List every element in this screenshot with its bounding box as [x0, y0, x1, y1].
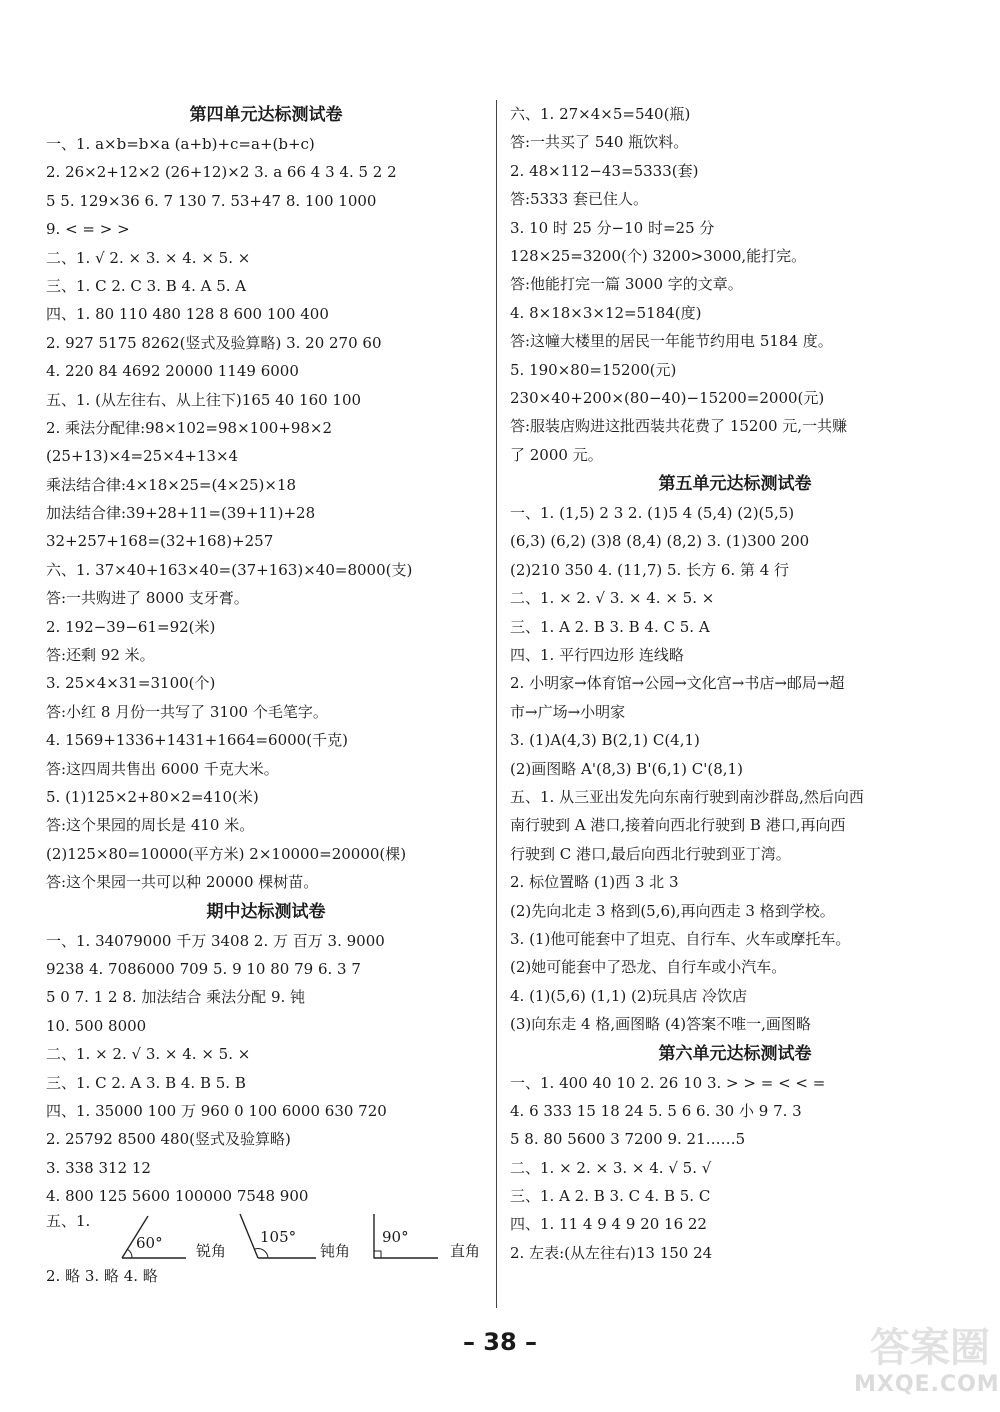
answer-line: 2. 25792 8500 480(竖式及验算略) — [46, 1130, 291, 1149]
section-title-midterm: 期中达标测试卷 — [206, 901, 326, 922]
answer-line: 答:他能打完一篇 3000 字的文章。 — [510, 275, 743, 294]
answer-line: 5 8. 80 5600 3 7200 9. 21……5 — [510, 1130, 746, 1149]
obtuse-degree: 105° — [260, 1228, 297, 1247]
angles-label: 五、1. — [46, 1212, 91, 1231]
midterm-answers — [46, 927, 486, 1211]
answer-line: 二、1. × 2. √ 3. × 4. × 5. × — [510, 589, 715, 608]
unit4-continued-answers — [510, 100, 960, 469]
answer-line: 一、1. 34079000 千万 3408 2. 万 百万 3. 9000 — [46, 931, 385, 950]
answer-line: 三、1. C 2. C 3. B 4. A 5. A — [46, 276, 247, 295]
answer-line: 四、1. 11 4 9 4 9 20 16 22 — [510, 1215, 707, 1234]
unit4-answers — [46, 130, 486, 897]
answer-line: 5. 190×80=15200(元) — [510, 360, 677, 379]
answer-line: 2. 标位置略 (1)西 3 北 3 — [510, 873, 679, 892]
angle-drawings — [46, 1210, 486, 1262]
answer-line: 答:小红 8 月份一共写了 3100 个毛笔字。 — [46, 702, 328, 721]
answer-line: 5 5. 129×36 6. 7 130 7. 53+47 8. 100 1000 — [46, 191, 377, 210]
answer-line: 乘法结合律:4×18×25=(4×25)×18 — [46, 475, 297, 494]
answer-line: 3. (1)他可能套中了坦克、自行车、火车或摩托车。 — [510, 929, 851, 948]
watermark — [850, 1310, 1000, 1410]
answer-line: 行驶到 C 港口,最后向西北行驶到亚丁湾。 — [510, 844, 791, 863]
answer-line: 四、1. 35000 100 万 960 0 100 6000 630 720 — [46, 1101, 387, 1120]
answer-line: 4. 800 125 5600 100000 7548 900 — [46, 1187, 309, 1206]
answer-line: 2. 乘法分配律:98×102=98×100+98×2 — [46, 418, 333, 437]
right-column — [510, 100, 960, 1267]
answer-line: 4. 1569+1336+1431+1664=6000(千克) — [46, 731, 348, 750]
answer-line: (2)她可能套中了恐龙、自行车或小汽车。 — [510, 958, 787, 977]
answer-line: 南行驶到 A 港口,接着向西北行驶到 B 港口,再向西 — [510, 816, 846, 835]
answer-line: 三、1. A 2. B 3. B 4. C 5. A — [510, 617, 710, 636]
answer-line: 市→广场→小明家 — [510, 702, 626, 721]
answer-line: 六、1. 27×4×5=540(瓶) — [510, 105, 691, 123]
answer-line: (2)先向北走 3 格到(5,6),再向西走 3 格到学校。 — [510, 901, 835, 920]
answer-line: 4. 6 333 15 18 24 5. 5 6 6. 30 小 9 7. 3 — [510, 1101, 802, 1120]
acute-degree: 60° — [136, 1234, 163, 1253]
answer-line: (25+13)×4=25×4+13×4 — [46, 447, 239, 466]
answer-line: (2)画图略 A'(8,3) B'(6,1) C'(8,1) — [510, 759, 743, 778]
midterm-last-line: 2. 略 3. 略 4. 略 — [46, 1267, 158, 1286]
answer-line: 一、1. 400 40 10 2. 26 10 3. > > = < < = — [510, 1073, 826, 1092]
watermark-logo: 答案圈 — [870, 1325, 990, 1371]
answer-line: 32+257+168=(32+168)+257 — [46, 532, 274, 551]
answer-line: 六、1. 37×40+163×40=(37+163)×40=8000(支) — [46, 560, 413, 579]
answer-line: 9238 4. 7086000 709 5. 9 10 80 79 6. 3 7 — [46, 959, 361, 978]
answer-line: 2. 26×2+12×2 (26+12)×2 3. a 66 4 3 4. 5 2 2 — [46, 163, 397, 182]
answer-line: 四、1. 80 110 480 128 8 600 100 400 — [46, 305, 329, 324]
answer-line: 230×40+200×(80−40)−15200=2000(元) — [510, 388, 825, 407]
answer-line: 加法结合律:39+28+11=(39+11)+28 — [46, 504, 316, 523]
answer-line: 5 0 7. 1 2 8. 加法结合 乘法分配 9. 钝 — [46, 988, 306, 1007]
answer-line: 一、1. (1,5) 2 3 2. (1)5 4 (5,4) (2)(5,5) — [510, 504, 795, 523]
page-number: – 38 – — [462, 1328, 538, 1356]
answer-line: 答:5333 套已住人。 — [510, 190, 648, 209]
answer-line: 3. (1)A(4,3) B(2,1) C(4,1) — [510, 731, 700, 750]
answer-line: 答:这个果园的周长是 410 米。 — [46, 816, 255, 835]
answer-line: 答:这四周共售出 6000 千克大米。 — [46, 759, 279, 778]
answer-line: 3. 25×4×31=3100(个) — [46, 674, 216, 693]
answer-line: 了 2000 元。 — [510, 445, 603, 464]
answer-line: 二、1. × 2. × 3. × 4. √ 5. √ — [510, 1158, 712, 1177]
answer-line: 答:这幢大楼里的居民一年能节约用电 5184 度。 — [510, 332, 833, 351]
answer-line: 三、1. A 2. B 3. C 4. B 5. C — [510, 1187, 711, 1206]
answer-line: 五、1. (从左往右、从上往下)165 40 160 100 — [46, 390, 362, 409]
answer-line: (3)向东走 4 格,画图略 (4)答案不唯一,画图略 — [510, 1015, 811, 1034]
answer-line: 128×25=3200(个) 3200>3000,能打完。 — [510, 246, 807, 265]
answer-line: 9. < = > > — [46, 220, 130, 239]
answer-line: 二、1. √ 2. × 3. × 4. × 5. × — [46, 248, 251, 267]
answer-line: 五、1. 从三亚出发先向东南行驶到南沙群岛,然后向西 — [510, 787, 864, 806]
right-degree: 90° — [382, 1228, 409, 1247]
answer-line: 2. 927 5175 8262(竖式及验算略) 3. 20 270 60 — [46, 333, 382, 352]
answer-line: 答:一共购进了 8000 支牙膏。 — [46, 589, 249, 608]
answer-line: (2)210 350 4. (11,7) 5. 长方 6. 第 4 行 — [510, 560, 790, 579]
answer-line: 答:一共买了 540 瓶饮料。 — [510, 133, 689, 152]
answer-line: 答:服装店购进这批西装共花费了 15200 元,一共赚 — [510, 417, 848, 436]
acute-name: 锐角 — [196, 1242, 227, 1261]
answer-line: 5. (1)125×2+80×2=410(米) — [46, 787, 259, 806]
answer-line: (2)125×80=10000(平方米) 2×10000=20000(棵) — [46, 844, 407, 863]
unit6-answers — [510, 1069, 960, 1268]
section-title-unit5: 第五单元达标测试卷 — [658, 474, 812, 495]
answer-line: 答:这个果园一共可以种 20000 棵树苗。 — [46, 873, 319, 892]
answer-line: 3. 10 时 25 分−10 时=25 分 — [510, 218, 715, 237]
answer-line: 一、1. a×b=b×a (a+b)+c=a+(b+c) — [46, 135, 315, 153]
answer-line: 2. 48×112−43=5333(套) — [510, 161, 699, 180]
answer-line: 2. 小明家→体育馆→公园→文化宫→书店→邮局→超 — [510, 674, 845, 693]
answer-line: 10. 500 8000 — [46, 1016, 147, 1035]
answer-line: 4. 220 84 4692 20000 1149 6000 — [46, 362, 299, 381]
answer-line: 4. (1)(5,6) (1,1) (2)玩具店 冷饮店 — [510, 986, 747, 1005]
answer-line: 答:还剩 92 米。 — [46, 646, 155, 665]
unit5-answers — [510, 499, 960, 1038]
answer-line: 二、1. × 2. √ 3. × 4. × 5. × — [46, 1045, 251, 1064]
answer-line: 四、1. 平行四边形 连线略 — [510, 646, 684, 665]
left-column — [46, 100, 486, 1291]
answer-line: (6,3) (6,2) (3)8 (8,4) (8,2) 3. (1)300 200 — [510, 532, 810, 551]
obtuse-name: 钝角 — [320, 1242, 351, 1261]
section-title-unit6: 第六单元达标测试卷 — [658, 1043, 812, 1064]
answer-line: 三、1. C 2. A 3. B 4. B 5. B — [46, 1073, 246, 1092]
watermark-text: MXQE.COM — [854, 1372, 1000, 1397]
answer-line: 4. 8×18×3×12=5184(度) — [510, 303, 702, 322]
answer-line: 3. 338 312 12 — [46, 1158, 151, 1177]
section-title-unit4: 第四单元达标测试卷 — [189, 105, 343, 125]
column-divider — [496, 100, 497, 1308]
answer-line: 2. 左表:(从左往右)13 150 24 — [510, 1243, 713, 1262]
right-name: 直角 — [450, 1242, 481, 1261]
answer-line: 2. 192−39−61=92(米) — [46, 617, 216, 636]
